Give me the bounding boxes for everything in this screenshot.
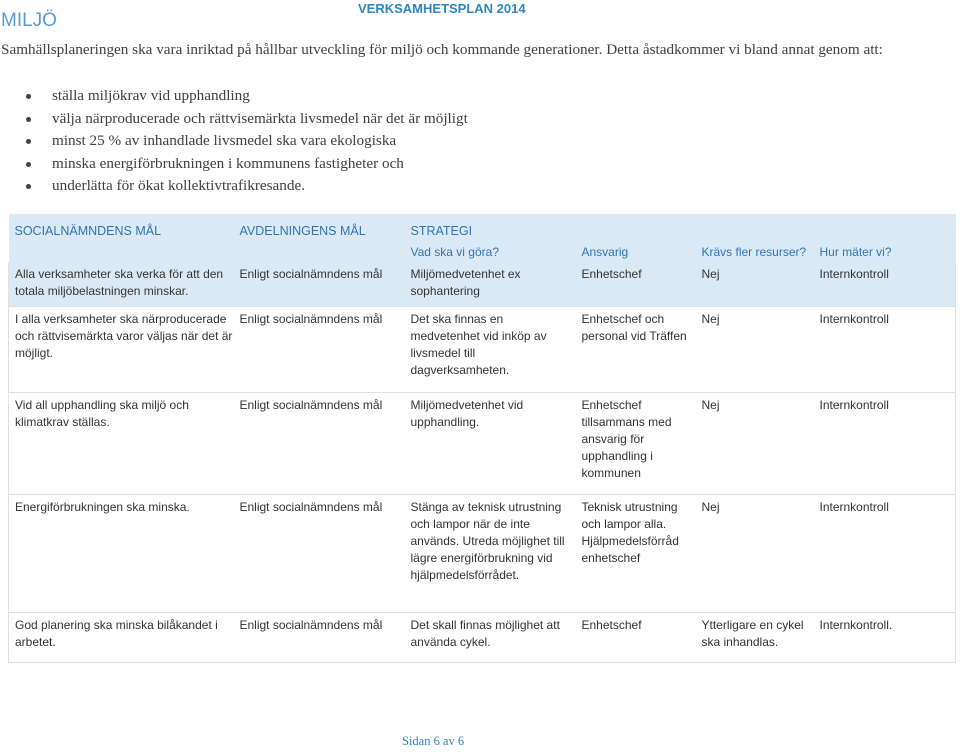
cell-resources: Nej: [696, 262, 814, 306]
bullet-icon: [26, 139, 31, 144]
cell-department-goal: Enligt socialnämndens mål: [234, 494, 405, 612]
cell-measure: Internkontroll: [814, 262, 956, 306]
cell-responsible: Enhetschef och personal vid Träffen: [576, 306, 696, 392]
table-header-row: [9, 214, 956, 242]
cell-social-goal: Vid all upphandling ska miljö och klimatkrav ställas.: [9, 392, 234, 494]
section-title: MILJÖ: [1, 10, 57, 31]
cell-strategy: Miljömedvetenhet ex sophantering: [405, 262, 576, 306]
cell-measure: Internkontroll.: [814, 612, 956, 662]
bullet-text: underlätta för ökat kollektivtrafikresande.: [52, 177, 306, 195]
bullet-item: [0, 175, 468, 198]
bullet-item: [0, 153, 468, 176]
cell-social-goal: Energiförbrukningen ska minska.: [9, 494, 234, 612]
bullet-text: ställa miljökrav vid upphandling: [52, 87, 250, 104]
bullet-text: minst 25 % av inhandlade livsmedel ska vara ekologiska: [52, 132, 397, 150]
cell-resources: Ytterligare en cykel ska inhandlas.: [696, 612, 814, 662]
bullet-icon: [26, 162, 31, 167]
bullet-item: [0, 85, 468, 108]
bullet-icon: [26, 184, 31, 189]
cell-department-goal: Enligt socialnämndens mål: [234, 392, 405, 494]
bullet-text: minska energiförbrukningen i kommunens fastigheter och: [52, 154, 404, 172]
subheader-resources: Krävs fler resurser?: [696, 242, 814, 262]
subheader-what: Vad ska vi göra?: [405, 242, 576, 262]
page-number: Sidan 6 av 6: [402, 734, 465, 748]
cell-measure: Internkontroll: [814, 494, 956, 612]
table-row: [9, 612, 956, 662]
header-social-goal: SOCIALNÄMNDENS MÅL: [9, 214, 234, 242]
intro-paragraph: Samhällsplaneringen ska vara inriktad på hållbar utveckling för miljö och kommande generationer. Detta åstadkommer vi bland annat genom att:: [1, 41, 883, 58]
cell-responsible: Enhetschef: [576, 612, 696, 662]
cell-resources: Nej: [696, 392, 814, 494]
bullet-item: [0, 108, 468, 131]
table-row: [9, 494, 956, 612]
table-subheader-row: [9, 242, 956, 262]
cell-social-goal: Alla verksamheter ska verka för att den totala miljöbelastningen minskar.: [9, 262, 234, 306]
cell-strategy: Miljömedvetenhet vid upphandling.: [405, 392, 576, 494]
cell-measure: Internkontroll: [814, 392, 956, 494]
bullet-item: [0, 130, 468, 153]
bullet-icon: [26, 94, 31, 99]
cell-department-goal: Enligt socialnämndens mål: [234, 306, 405, 392]
table-row: [9, 262, 956, 306]
header-department-goal: AVDELNINGENS MÅL: [234, 214, 405, 242]
subheader-responsible: Ansvarig: [576, 242, 696, 262]
cell-social-goal: God planering ska minska bilåkandet i arbetet.: [9, 612, 234, 662]
cell-measure: Internkontroll: [814, 306, 956, 392]
table-row: [9, 392, 956, 494]
header-strategy: STRATEGI: [405, 214, 956, 242]
cell-department-goal: Enligt socialnämndens mål: [234, 262, 405, 306]
cell-resources: Nej: [696, 494, 814, 612]
cell-resources: Nej: [696, 306, 814, 392]
table-row: [9, 306, 956, 392]
cell-responsible: Enhetschef: [576, 262, 696, 306]
goal-bullet-list: [0, 85, 468, 198]
cell-responsible: Teknisk utrustning och lampor alla. Hjälpmedelsförråd enhetschef: [576, 494, 696, 612]
cell-strategy: Det skall finnas möjlighet att använda cykel.: [405, 612, 576, 662]
cell-responsible: Enhetschef tillsammans med ansvarig för upphandling i kommunen: [576, 392, 696, 494]
plan-table: [8, 214, 956, 663]
subheader-measure: Hur mäter vi?: [814, 242, 956, 262]
plan-label: VERKSAMHETSPLAN 2014: [358, 1, 526, 16]
bullet-icon: [26, 117, 31, 122]
bullet-text: välja närproducerade och rättvisemärkta livsmedel när det är möjligt: [52, 109, 468, 127]
cell-strategy: Stänga av teknisk utrustning och lampor när de inte används. Utreda möjlighet till lägre energiförbrukning vid hjälpmedelsförrådet.: [405, 494, 576, 612]
cell-department-goal: Enligt socialnämndens mål: [234, 612, 405, 662]
cell-social-goal: I alla verksamheter ska närproducerade och rättvisemärkta varor väljas när det är möjligt.: [9, 306, 234, 392]
cell-strategy: Det ska finnas en medvetenhet vid inköp av livsmedel till dagverksamheten.: [405, 306, 576, 392]
